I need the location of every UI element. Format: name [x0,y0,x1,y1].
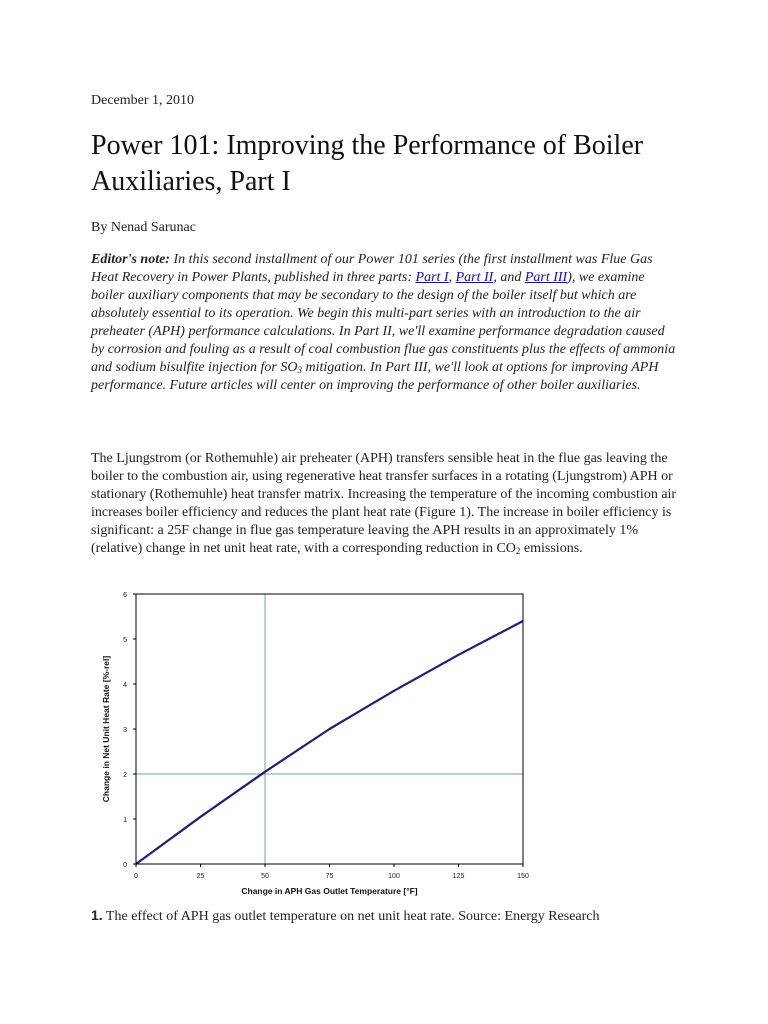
editors-note-separator-1: , [448,270,456,285]
heat-rate-chart [96,582,536,897]
editors-note-text-1: In this second installment of our Power 101 series (the first installment was Flue Gas Heat Recovery in Power Plants, published in three parts: [91,252,653,285]
part-3-link[interactable]: Part III [524,270,568,285]
so3-subscript: 3 [297,365,302,375]
article-byline: By Nenad Sarunac [91,220,196,235]
y-tick-label: 2 [123,772,127,779]
figure-caption-text: The effect of APH gas outlet temperature on net unit heat rate. Source: Energy Research [102,909,600,924]
chart-ticks [123,592,529,880]
x-axis-label: Change in APH Gas Outlet Temperature [°F] [241,886,418,896]
figure-number: 1. [91,907,103,923]
x-tick-label: 75 [325,873,334,880]
editors-note-text-3: mitigation. In Part III, we'll look at options for improving APH performance. Future articles will center on improving the performance of other boiler auxiliaries. [91,360,659,393]
x-tick-label: 100 [388,873,400,880]
x-tick-label: 25 [196,873,205,880]
x-tick-label: 150 [517,873,529,880]
series-line-1 [136,621,523,864]
body-paragraph-text-1: The Ljungstrom (or Rothemuhle) air preheater (APH) transfers sensible heat in the flue gas leaving the boiler to the combustion air, using regenerative heat transfer surfaces in a rotating (Ljungstrom) APH or stationary (Rothemuhle) heat transfer matrix. Increasing the temperature of the incoming combustion air increases boiler efficiency and reduces the plant heat rate (Figure 1). The increase in boiler efficiency is significant: a 25F change in flue gas temperature leaving the APH results in an approximately 1% (relative) change in net unit heat rate, with a corresponding reduction in CO [91,451,677,556]
part-1-link[interactable]: Part I [415,270,449,285]
editors-note-text-2: ), we examine boiler auxiliary components that may be secondary to the design of the boiler itself but which are absolutely essential to its operation. We begin this multi-part series with an introduction to the air preheater (APH) performance calculations. In Part II, we'll examine performance degradation caused by corrosion and fouling as a result of coal combustion flue gas constituents plus the effects of ammonia and sodium bisulfite injection for SO [91,270,676,375]
y-tick-label: 6 [123,592,127,599]
article-title: Power 101: Improving the Performance of Boiler Auxiliaries, Part I [91,130,644,197]
chart-series [136,621,523,864]
editors-note-separator-2: , and [493,270,525,285]
x-tick-label: 0 [134,873,138,880]
article-date: December 1, 2010 [91,93,195,108]
part-2-link[interactable]: Part II [455,270,494,285]
y-tick-label: 4 [123,682,127,689]
figure-caption [91,907,691,925]
x-tick-label: 125 [452,873,465,880]
y-tick-label: 1 [123,817,127,824]
y-tick-label: 3 [123,727,127,734]
editors-note [91,251,681,395]
editors-note-label: Editor's note: [91,252,170,267]
co2-subscript: 2 [515,546,521,556]
y-axis-label: Change in Net Unit Heat Rate [%-rel] [101,655,111,803]
body-paragraph-text-2: emissions. [520,541,583,556]
y-tick-label: 0 [123,862,127,869]
y-tick-label: 5 [123,637,127,644]
x-tick-label: 50 [261,873,269,880]
body-paragraph [91,450,683,558]
